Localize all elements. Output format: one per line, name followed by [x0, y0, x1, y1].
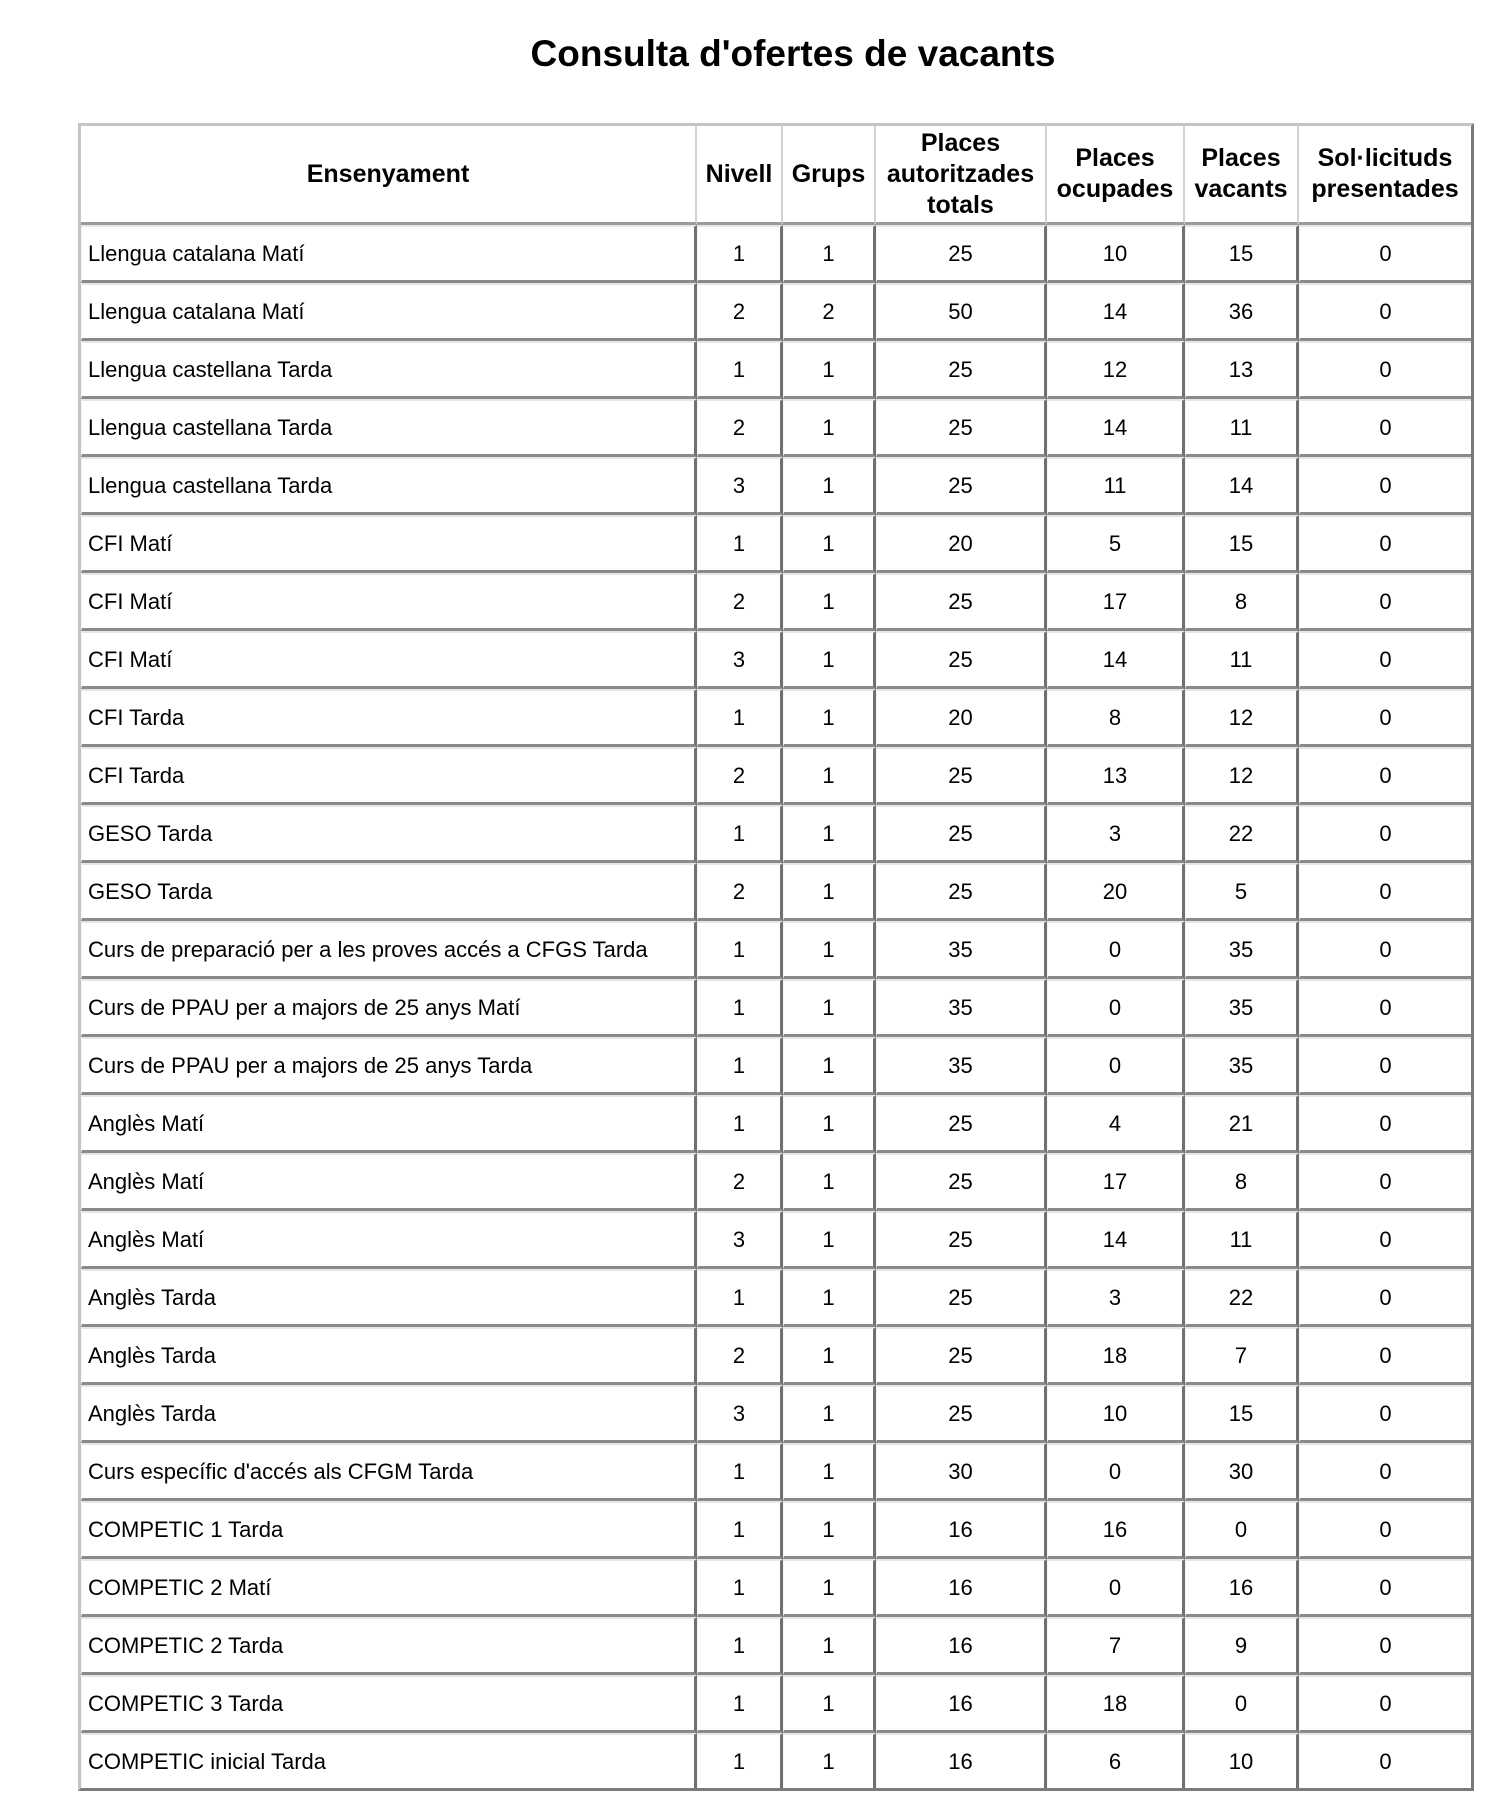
cell-places-ocupades: 7: [1047, 1617, 1185, 1675]
cell-grups: 1: [783, 689, 876, 747]
cell-places-ocupades: 11: [1047, 457, 1185, 515]
cell-places-vacants: 35: [1185, 979, 1299, 1037]
cell-places-ocupades: 17: [1047, 1153, 1185, 1211]
cell-places-ocupades: 0: [1047, 1443, 1185, 1501]
cell-ensenyament: Anglès Matí: [81, 1211, 697, 1269]
cell-places-ocupades: 13: [1047, 747, 1185, 805]
header-places-autoritzades: [876, 126, 1047, 225]
cell-places-autoritzades: 25: [876, 1095, 1047, 1153]
cell-places-autoritzades: 30: [876, 1443, 1047, 1501]
cell-sollicituds: 0: [1299, 1733, 1471, 1788]
cell-places-vacants: 8: [1185, 1153, 1299, 1211]
cell-sollicituds: 0: [1299, 399, 1471, 457]
table-row: [81, 457, 1471, 515]
cell-grups: 1: [783, 863, 876, 921]
cell-places-autoritzades: 25: [876, 805, 1047, 863]
cell-nivell: 1: [697, 515, 783, 573]
table-row: [81, 515, 1471, 573]
cell-sollicituds: 0: [1299, 863, 1471, 921]
table-row: [81, 1327, 1471, 1385]
cell-places-autoritzades: 16: [876, 1501, 1047, 1559]
cell-nivell: 1: [697, 689, 783, 747]
cell-places-autoritzades: 25: [876, 341, 1047, 399]
cell-grups: 1: [783, 631, 876, 689]
cell-nivell: 2: [697, 1327, 783, 1385]
cell-grups: 1: [783, 457, 876, 515]
cell-places-vacants: 13: [1185, 341, 1299, 399]
cell-places-ocupades: 14: [1047, 283, 1185, 341]
cell-grups: 1: [783, 1153, 876, 1211]
cell-nivell: 1: [697, 805, 783, 863]
cell-grups: 1: [783, 1501, 876, 1559]
cell-places-ocupades: 0: [1047, 921, 1185, 979]
table-row: [81, 631, 1471, 689]
header-line: Sol·licituds: [1317, 144, 1453, 172]
cell-sollicituds: 0: [1299, 341, 1471, 399]
cell-ensenyament: CFI Matí: [81, 515, 697, 573]
cell-ensenyament: COMPETIC 3 Tarda: [81, 1675, 697, 1733]
cell-places-ocupades: 0: [1047, 1559, 1185, 1617]
cell-places-vacants: 10: [1185, 1733, 1299, 1788]
cell-places-ocupades: 18: [1047, 1327, 1185, 1385]
cell-nivell: 1: [697, 921, 783, 979]
header-sollicituds: [1299, 126, 1471, 225]
cell-nivell: 1: [697, 1095, 783, 1153]
cell-places-autoritzades: 16: [876, 1559, 1047, 1617]
table-row: [81, 1037, 1471, 1095]
table-row: [81, 1443, 1471, 1501]
cell-ensenyament: CFI Tarda: [81, 747, 697, 805]
cell-places-vacants: 16: [1185, 1559, 1299, 1617]
cell-ensenyament: COMPETIC 1 Tarda: [81, 1501, 697, 1559]
cell-places-autoritzades: 25: [876, 631, 1047, 689]
cell-places-autoritzades: 35: [876, 979, 1047, 1037]
cell-ensenyament: Curs de PPAU per a majors de 25 anys Matí: [81, 979, 697, 1037]
cell-places-autoritzades: 25: [876, 1327, 1047, 1385]
cell-places-autoritzades: 25: [876, 573, 1047, 631]
table-row: [81, 805, 1471, 863]
cell-ensenyament: COMPETIC 2 Tarda: [81, 1617, 697, 1675]
table-row: [81, 225, 1471, 283]
cell-places-autoritzades: 25: [876, 457, 1047, 515]
cell-places-vacants: 21: [1185, 1095, 1299, 1153]
cell-sollicituds: 0: [1299, 573, 1471, 631]
vacancies-table: [78, 123, 1474, 1791]
cell-nivell: 2: [697, 1153, 783, 1211]
header-line: Places: [1201, 144, 1281, 172]
cell-places-ocupades: 6: [1047, 1733, 1185, 1788]
cell-nivell: 3: [697, 457, 783, 515]
cell-sollicituds: 0: [1299, 979, 1471, 1037]
cell-places-autoritzades: 16: [876, 1617, 1047, 1675]
cell-grups: 1: [783, 1327, 876, 1385]
header-grups: [783, 126, 876, 225]
cell-ensenyament: Anglès Tarda: [81, 1385, 697, 1443]
cell-places-ocupades: 0: [1047, 1037, 1185, 1095]
table-row: [81, 1269, 1471, 1327]
cell-places-ocupades: 12: [1047, 341, 1185, 399]
cell-places-autoritzades: 20: [876, 515, 1047, 573]
table-row: [81, 573, 1471, 631]
header-line: autoritzades: [886, 159, 1035, 188]
cell-places-ocupades: 14: [1047, 631, 1185, 689]
cell-places-ocupades: 17: [1047, 573, 1185, 631]
cell-nivell: 1: [697, 1559, 783, 1617]
cell-nivell: 3: [697, 1385, 783, 1443]
cell-nivell: 1: [697, 341, 783, 399]
cell-grups: 1: [783, 1211, 876, 1269]
cell-nivell: 1: [697, 979, 783, 1037]
cell-ensenyament: CFI Matí: [81, 631, 697, 689]
cell-grups: 1: [783, 1733, 876, 1788]
cell-grups: 1: [783, 805, 876, 863]
cell-places-vacants: 14: [1185, 457, 1299, 515]
header-grups-label: Grups: [791, 159, 866, 188]
cell-places-ocupades: 8: [1047, 689, 1185, 747]
cell-places-autoritzades: 25: [876, 1269, 1047, 1327]
table-row: [81, 1385, 1471, 1443]
cell-places-vacants: 5: [1185, 863, 1299, 921]
table-row: [81, 341, 1471, 399]
cell-sollicituds: 0: [1299, 805, 1471, 863]
cell-nivell: 1: [697, 1443, 783, 1501]
cell-sollicituds: 0: [1299, 1501, 1471, 1559]
cell-nivell: 1: [697, 1269, 783, 1327]
header-line: Places: [920, 128, 1001, 157]
header-nivell: [697, 126, 783, 225]
table-row: [81, 1153, 1471, 1211]
cell-sollicituds: 0: [1299, 1617, 1471, 1675]
cell-nivell: 3: [697, 1211, 783, 1269]
table-row: [81, 747, 1471, 805]
cell-ensenyament: Anglès Matí: [81, 1153, 697, 1211]
cell-ensenyament: CFI Matí: [81, 573, 697, 631]
header-line: totals: [927, 190, 994, 219]
cell-places-autoritzades: 25: [876, 747, 1047, 805]
cell-nivell: 1: [697, 1617, 783, 1675]
cell-nivell: 1: [697, 1733, 783, 1788]
cell-places-vacants: 8: [1185, 573, 1299, 631]
cell-places-vacants: 35: [1185, 1037, 1299, 1095]
cell-places-ocupades: 3: [1047, 805, 1185, 863]
cell-sollicituds: 0: [1299, 631, 1471, 689]
table-header-row: [81, 126, 1471, 225]
cell-places-vacants: 35: [1185, 921, 1299, 979]
table-row: [81, 863, 1471, 921]
cell-sollicituds: 0: [1299, 1095, 1471, 1153]
cell-sollicituds: 0: [1299, 747, 1471, 805]
page-title: Consulta d'ofertes de vacants: [530, 33, 1056, 74]
cell-sollicituds: 0: [1299, 1327, 1471, 1385]
cell-grups: 1: [783, 1269, 876, 1327]
cell-places-vacants: 9: [1185, 1617, 1299, 1675]
cell-places-autoritzades: 25: [876, 399, 1047, 457]
table-row: [81, 921, 1471, 979]
cell-places-vacants: 11: [1185, 399, 1299, 457]
cell-ensenyament: Llengua castellana Tarda: [81, 399, 697, 457]
table-row: [81, 979, 1471, 1037]
cell-sollicituds: 0: [1299, 1211, 1471, 1269]
cell-grups: 2: [783, 283, 876, 341]
cell-places-autoritzades: 35: [876, 921, 1047, 979]
cell-places-vacants: 12: [1185, 689, 1299, 747]
cell-places-ocupades: 3: [1047, 1269, 1185, 1327]
cell-sollicituds: 0: [1299, 1269, 1471, 1327]
header-line: presentades: [1311, 175, 1459, 203]
header-line: ocupades: [1056, 175, 1174, 203]
cell-nivell: 1: [697, 225, 783, 283]
header-nivell-label: Nivell: [705, 159, 773, 188]
cell-places-ocupades: 20: [1047, 863, 1185, 921]
cell-places-ocupades: 0: [1047, 979, 1185, 1037]
cell-grups: 1: [783, 1037, 876, 1095]
cell-ensenyament: Curs específic d'accés als CFGM Tarda: [81, 1443, 697, 1501]
table-row: [81, 1559, 1471, 1617]
cell-nivell: 1: [697, 1501, 783, 1559]
cell-places-autoritzades: 16: [876, 1675, 1047, 1733]
header-line: Places: [1075, 144, 1155, 172]
table-row: [81, 1617, 1471, 1675]
cell-places-autoritzades: 20: [876, 689, 1047, 747]
cell-nivell: 1: [697, 1037, 783, 1095]
cell-sollicituds: 0: [1299, 689, 1471, 747]
cell-places-vacants: 7: [1185, 1327, 1299, 1385]
header-line: vacants: [1194, 175, 1288, 203]
cell-places-vacants: 12: [1185, 747, 1299, 805]
cell-places-vacants: 15: [1185, 225, 1299, 283]
cell-ensenyament: Curs de PPAU per a majors de 25 anys Tarda: [81, 1037, 697, 1095]
cell-nivell: 2: [697, 399, 783, 457]
cell-ensenyament: Curs de preparació per a les proves accés a CFGS Tarda: [81, 921, 697, 979]
cell-grups: 1: [783, 1675, 876, 1733]
cell-ensenyament: Llengua castellana Tarda: [81, 457, 697, 515]
cell-sollicituds: 0: [1299, 921, 1471, 979]
cell-ensenyament: COMPETIC inicial Tarda: [81, 1733, 697, 1788]
cell-ensenyament: Llengua catalana Matí: [81, 225, 697, 283]
cell-ensenyament: Llengua castellana Tarda: [81, 341, 697, 399]
cell-places-autoritzades: 25: [876, 1153, 1047, 1211]
cell-ensenyament: CFI Tarda: [81, 689, 697, 747]
cell-places-ocupades: 10: [1047, 1385, 1185, 1443]
cell-places-autoritzades: 50: [876, 283, 1047, 341]
cell-grups: 1: [783, 399, 876, 457]
header-ensenyament: [81, 126, 697, 225]
cell-ensenyament: GESO Tarda: [81, 805, 697, 863]
cell-grups: 1: [783, 1385, 876, 1443]
cell-grups: 1: [783, 573, 876, 631]
cell-nivell: 1: [697, 1675, 783, 1733]
cell-places-vacants: 22: [1185, 1269, 1299, 1327]
cell-places-vacants: 15: [1185, 515, 1299, 573]
table-row: [81, 283, 1471, 341]
table-body: [81, 225, 1471, 1788]
cell-sollicituds: 0: [1299, 1385, 1471, 1443]
cell-places-vacants: 30: [1185, 1443, 1299, 1501]
cell-places-ocupades: 14: [1047, 399, 1185, 457]
cell-sollicituds: 0: [1299, 457, 1471, 515]
header-ensenyament-label: Ensenyament: [306, 159, 470, 188]
cell-places-autoritzades: 16: [876, 1733, 1047, 1788]
cell-places-ocupades: 5: [1047, 515, 1185, 573]
cell-grups: 1: [783, 341, 876, 399]
cell-places-vacants: 11: [1185, 1211, 1299, 1269]
cell-ensenyament: Llengua catalana Matí: [81, 283, 697, 341]
cell-places-ocupades: 10: [1047, 225, 1185, 283]
cell-sollicituds: 0: [1299, 1559, 1471, 1617]
table-row: [81, 1733, 1471, 1788]
cell-grups: 1: [783, 1617, 876, 1675]
cell-places-vacants: 11: [1185, 631, 1299, 689]
cell-sollicituds: 0: [1299, 1037, 1471, 1095]
cell-ensenyament: GESO Tarda: [81, 863, 697, 921]
cell-places-vacants: 36: [1185, 283, 1299, 341]
cell-nivell: 2: [697, 283, 783, 341]
cell-grups: 1: [783, 1443, 876, 1501]
cell-places-vacants: 0: [1185, 1675, 1299, 1733]
cell-ensenyament: Anglès Matí: [81, 1095, 697, 1153]
cell-places-ocupades: 18: [1047, 1675, 1185, 1733]
cell-nivell: 2: [697, 747, 783, 805]
cell-grups: 1: [783, 1559, 876, 1617]
cell-places-ocupades: 4: [1047, 1095, 1185, 1153]
table-row: [81, 1675, 1471, 1733]
table-row: [81, 1501, 1471, 1559]
cell-grups: 1: [783, 225, 876, 283]
cell-places-autoritzades: 25: [876, 225, 1047, 283]
cell-ensenyament: COMPETIC 2 Matí: [81, 1559, 697, 1617]
table-row: [81, 1095, 1471, 1153]
cell-places-vacants: 22: [1185, 805, 1299, 863]
table-row: [81, 1211, 1471, 1269]
cell-sollicituds: 0: [1299, 1153, 1471, 1211]
cell-grups: 1: [783, 747, 876, 805]
cell-sollicituds: 0: [1299, 1443, 1471, 1501]
cell-sollicituds: 0: [1299, 1675, 1471, 1733]
cell-places-autoritzades: 25: [876, 1385, 1047, 1443]
cell-grups: 1: [783, 515, 876, 573]
cell-places-ocupades: 14: [1047, 1211, 1185, 1269]
cell-sollicituds: 0: [1299, 225, 1471, 283]
cell-places-autoritzades: 25: [876, 1211, 1047, 1269]
cell-ensenyament: Anglès Tarda: [81, 1269, 697, 1327]
cell-places-vacants: 15: [1185, 1385, 1299, 1443]
header-places-ocupades: [1047, 126, 1185, 225]
cell-grups: 1: [783, 979, 876, 1037]
header-places-vacants: [1185, 126, 1299, 225]
cell-nivell: 3: [697, 631, 783, 689]
table-row: [81, 399, 1471, 457]
cell-grups: 1: [783, 1095, 876, 1153]
cell-nivell: 2: [697, 863, 783, 921]
cell-nivell: 2: [697, 573, 783, 631]
cell-grups: 1: [783, 921, 876, 979]
cell-sollicituds: 0: [1299, 515, 1471, 573]
cell-places-vacants: 0: [1185, 1501, 1299, 1559]
cell-places-autoritzades: 25: [876, 863, 1047, 921]
cell-ensenyament: Anglès Tarda: [81, 1327, 697, 1385]
table-row: [81, 689, 1471, 747]
cell-places-ocupades: 16: [1047, 1501, 1185, 1559]
cell-places-autoritzades: 35: [876, 1037, 1047, 1095]
cell-sollicituds: 0: [1299, 283, 1471, 341]
